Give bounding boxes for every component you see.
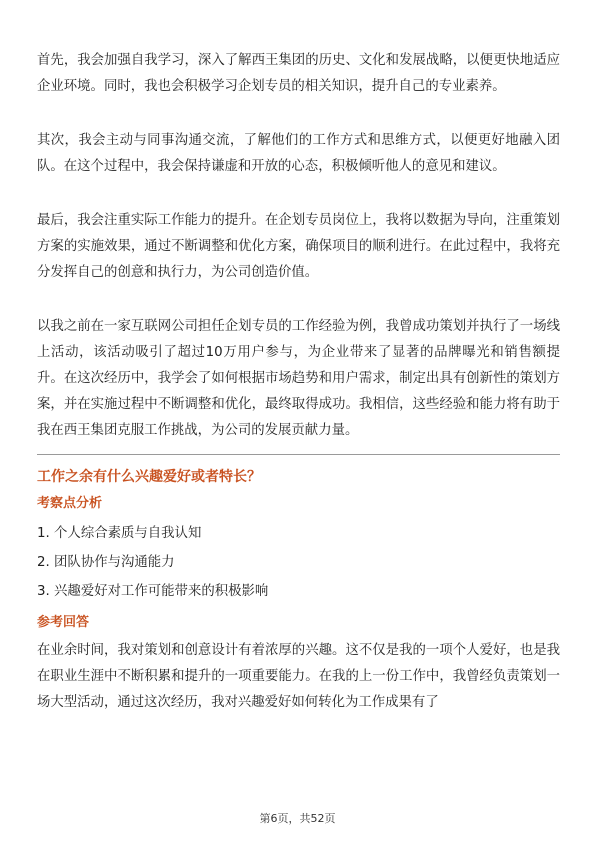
list-item: 2. 团队协作与沟通能力: [37, 555, 175, 570]
interview-question: 工作之余有什么兴趣爱好或者特长？: [37, 469, 261, 485]
analysis-list: [37, 519, 560, 606]
list-item: 1. 个人综合素质与自我认知: [37, 526, 202, 541]
reference-title: 参考回答: [37, 615, 90, 630]
paragraph-first: 首先，我会加强自我学习，深入了解西王集团的历史、文化和发展战略，以便更快地适应企业环境。同时，我也会积极学习企划专员的相关知识，提升自己的专业素养。: [37, 53, 560, 94]
reference-answer: 在业余时间，我对策划和创意设计有着浓厚的兴趣。这不仅是我的一项个人爱好，也是我在职业生涯中不断积累和提升的一项重要能力。在我的上一份工作中，我曾经负责策划一场大型活动，通过这次经历，我对兴趣爱好如何转化为工作成果有了: [37, 643, 560, 710]
paragraph-second: 其次，我会主动与同事沟通交流，了解他们的工作方式和思维方式，以便更好地融入团队。在这个过程中，我会保持谦虚和开放的心态，积极倾听他人的意见和建议。: [37, 133, 560, 174]
page-content: [37, 48, 560, 716]
analysis-title: 考察点分析: [37, 496, 103, 511]
paragraph-example: 以我之前在一家互联网公司担任企划专员的工作经验为例，我曾成功策划并执行了一场线上活动，该活动吸引了超过10万用户参与，为企业带来了显著的品牌曝光和销售额提升。在这次经历中，我学会了如何根据市场趋势和用户需求，制定出具有创新性的策划方案，并在实施过程中不断调整和优化，最终取得成功。我相信，这些经验和能力将有助于我在西王集团克服工作挑战，为公司的发展贡献力量。: [37, 319, 560, 438]
list-item: 3. 兴趣爱好对工作可能带来的积极影响: [37, 584, 269, 599]
section-divider: [37, 454, 560, 455]
page-number: 第6页，共52页: [259, 812, 336, 825]
paragraph-third: 最后，我会注重实际工作能力的提升。在企划专员岗位上，我将以数据为导向，注重策划方案的实施效果，通过不断调整和优化方案，确保项目的顺利进行。在此过程中，我将充分发挥自己的创意和执行力，为公司创造价值。: [37, 213, 560, 280]
